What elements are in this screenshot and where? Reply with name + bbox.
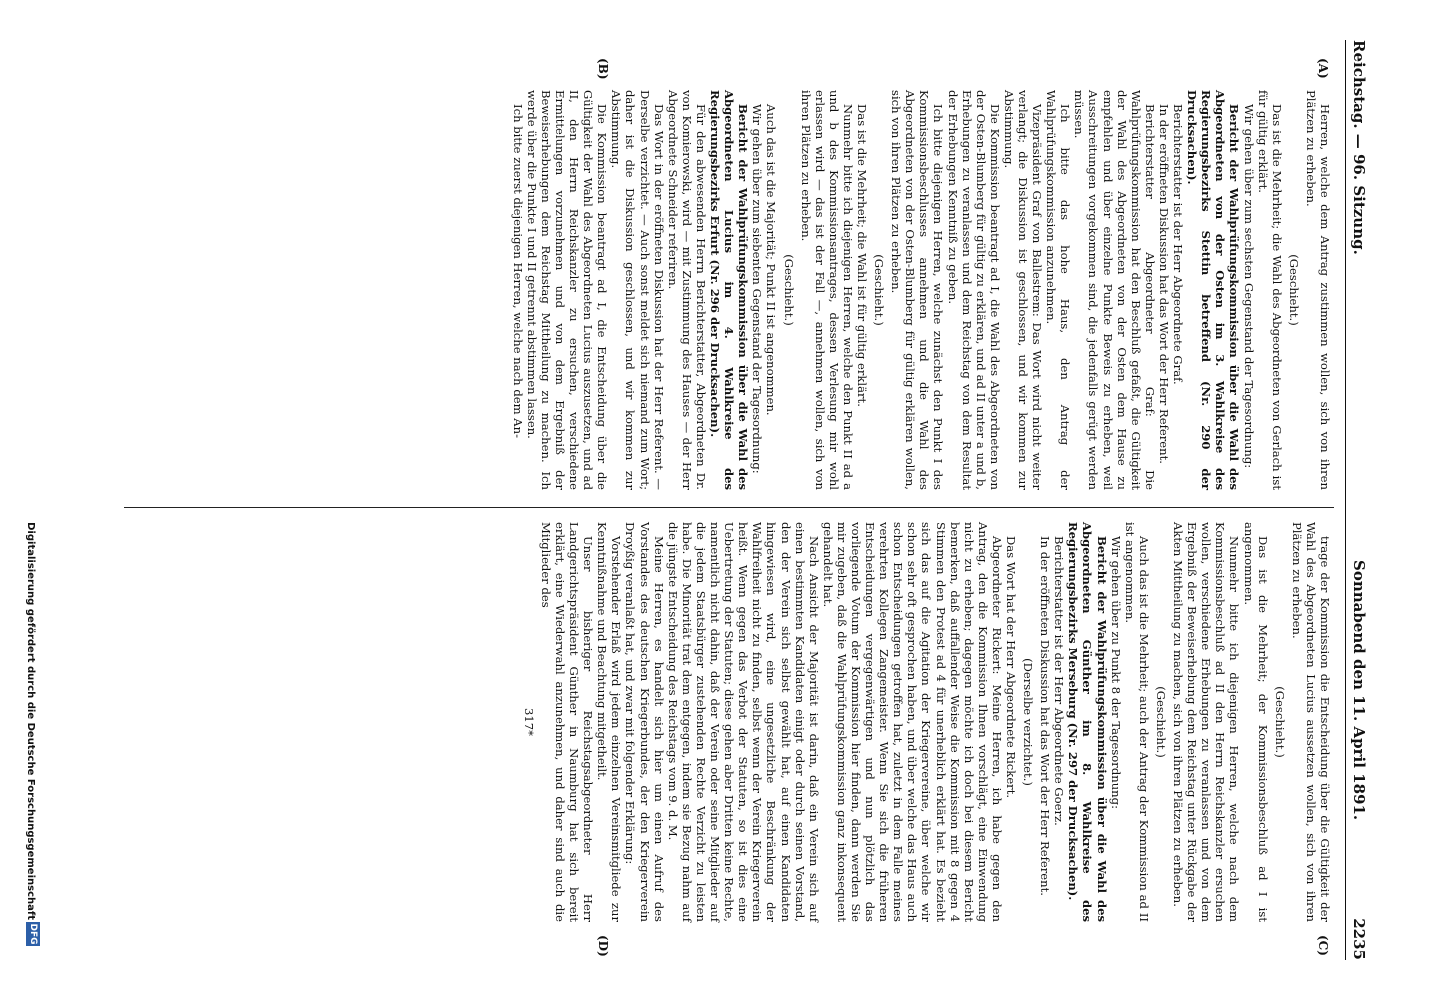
column-divider [124,507,1334,508]
paragraph: Ich bitte das hohe Haus, den Antrag der Wahlprüfungskommission anzunehmen. [1044,90,1073,490]
paragraph: Meine Herren, es handelt sich hier um einen Aufruf des Vorstandes des deutschen Kriegerbundes, der den Kriegerverein Droyßig veranlaßt hat, und zwar mit folgender Erklärung: [623,522,666,922]
header-page-number: 2235 [1350,918,1368,960]
paragraph: Auch das ist die Majorität; Punkt II ist angenommen. [764,104,779,416]
margin-marker-b: (B) [596,58,610,80]
stage-direction: 317* [521,708,536,736]
paragraph: Für den abwesenden Herrn Berichterstatter, Abgeordneten Dr. von Komierowski, wird — mit Zustimmung des Hauses — der Herr Abgeordnete Schneider referiren. [665,90,708,490]
paragraph: trage der Kommission die Entscheidung über die Gültigkeit der Wahl des Abgeordneten Lucius aussetzen wollen, sich von ihren Plätzen zu erheben. [1289,522,1332,922]
paragraph: Abgeordneter Rickert: Meine Herren, ich habe gegen den Antrag, den die Kommission Ihnen vorschlägt, eine Einwendung nicht zu erheben; dagegen möchte ich doch bei diesem Bericht bemerken, daß auffallender Weise die Kommission mit 8 gegen 4 Stimmen den Protest ad 4 für unerheblich erklärt hat. Es bezieht sich das auf die Agitation der Kriegervereine, über welche wir schon sehr oft gesprochen haben, und über welche das Haus auch schon Entscheidungen getroffen hat, zuletzt in dem Falle meines verehrten Kollegen Zangemeister. Wenn Sie sich die früheren Entscheidungen vergegenwärtigen und nun plötzlich das vorliegende Votum der Kommission hier finden, dann werden Sie mir zugeben, daß die Wahlprüfungskommission ganz inkonsequent gehandelt hat. [820,522,1004,922]
header-date: Sonnabend den 11. April 1891. [1350,560,1368,821]
paragraph: Herren, welche dem Antrag zustimmen wollen, sich von ihren Plätzen zu erheben. [1303,90,1332,490]
digitization-note: Digitalisierung gefördert durch die Deutsche Forschungsgemeinschaft [25,522,36,920]
stage-direction: (Geschieht.) [1272,686,1287,758]
paragraph: Das ist die Mehrheit; die Wahl ist für gültig erklärt. [855,104,869,407]
stage-direction: (Geschieht.) [872,254,887,326]
paragraph: Ich bitte diejenigen Herren, welche zunächst den Punkt I des Kommissionsbeschlusses annehmen und die Wahl des Abgeordneten von der Osten-Blumberg für gültig erklären wollen, sich von ihren Plätzen zu erheben. [889,90,946,490]
paragraph: Die Kommission beantragt ad I, die Entscheidung über die Gültigkeit der Wahl des Abgeordneten Lucius auszusetzen, und ad II, den Herrn Reichskanzler zu ersuchen, verschiedene Ermittelungen vorzunehmen und von dem Ergebniß der Beweiserhebungen dem Reichstag Mittheilung zu machen. Ich werde über die Punkte I und II getrennt abstimmen lassen. [524,90,610,490]
page-footer [16,30,40,950]
paragraph: Wir gehen über zum siebenten Gegenstand der Tagesordnung: [750,104,765,474]
stage-direction: (Derselbe verzichtet.) [1021,658,1036,786]
paragraph: In der eröffneten Diskussion hat das Wort der Herr Referent. [1038,536,1053,896]
paragraph: In der eröffneten Diskussion hat das Wort der Herr Referent. [1156,104,1171,464]
paragraph: Unser bisheriger Reichstagsabgeordneter Herr Landgerichtspräsident Günther in Naumburg hat sich bereit erklärt, eine Wiederwahl anzunehmen, und daher sind auch die Mitglieder des [538,522,596,922]
stage-direction: (Geschieht.) [781,254,796,326]
agenda-item-title: Bericht der Wahlprüfungskommission über die Wahl des Abgeordneten Lucius im 4. Wahlkreise des Regierungsbezirks Erfurt (Nr. 296 der Drucksachen). [708,90,751,490]
left-text-column [511,90,1332,490]
paragraph: Wir gehen über zu Punkt 8 der Tagesordnung: [1108,536,1123,809]
paragraph: Auch das ist die Mehrheit; auch der Antrag der Kommission ad II ist angenommen. [1122,522,1151,922]
paragraph: Die Kommission beantragt ad I, die Wahl des Abgeordneten von der Osten-Blumberg für gültig zu erklären, und ad II unter a und b, Erhebungen zu veranlassen und dem Reichstag von dem Resultat der Erhebungen Kenntniß zu geben. [945,90,1002,490]
paragraph: Wir gehen über zum sechsten Gegenstand der Tagesordnung: [1241,104,1256,469]
paragraph: Berichterstatter ist der Herr Abgeordnete Graf. [1171,104,1186,385]
paragraph: Vorstehender Erlaß wird jedem einzelnen Vereinsmitgliede zur Kenntnißnahme und Beachtung mitgetheilt. [595,522,624,922]
paragraph: Das ist die Mehrheit; der Kommissionsbeschluß ad I ist angenommen. [1241,522,1270,922]
dfg-logo: DFG [28,923,38,945]
stage-direction: (Geschieht.) [1286,254,1301,326]
margin-marker-c: (C) [1316,935,1330,956]
paragraph: Vizepräsident Graf von Ballestrem: Das Wort wird nicht weiter verlangt; die Diskussion ist geschlossen, und wir kommen zur Abstimmung. [1001,90,1045,490]
paragraph: Das Wort in der eröffneten Diskussion hat der Herr Referent. — Derselbe verzichtet. — Auch sonst meldet sich niemand zum Wort; daher ist die Diskussion geschlossen, und wir kommen zur Abstimmung. [609,90,666,490]
paragraph: Nunmehr bitte ich diejenigen Herren, welche nach dem Kommissionsbeschluß ad II den Herrn Reichskanzler ersuchen wollen, verschiedene Erhebungen zu veranlassen und von dem Ergebniß der Beweiserhebung dem Reichstag unter Rückgabe der Akten Mittheilung zu machen, sich von ihren Plätzen zu erheben. [1171,522,1242,922]
page-header [1345,40,1372,960]
header-chamber: Reichstag. — 96. Sitzung. [1350,40,1368,255]
paragraph: Nunmehr bitte ich diejenigen Herren, welche den Punkt II ad a und b des Kommissionsantrages, dessen Verlesung mir wohl erlassen wird — das ist der Fall —, annehmen wollen, sich von ihren Plätzen zu erheben. [798,90,855,490]
margin-marker-a: (A) [1316,58,1330,79]
agenda-item-title: Bericht der Wahlprüfungskommission über die Wahl des Abgeordneten von der Osten im 3. Wahlkreise des Regierungsbezirks Stettin betreffend (Nr. 290 der Drucksachen). [1185,90,1242,490]
paragraph: Berichterstatter Abgeordneter Graf: Die Wahlprüfungskommission hat den Beschluß gefaßt, die Gültigkeit der Wahl des Abgeordneten von der Osten dem Hause zu empfehlen und über einzelne Punkte Beweis zu erheben, weil Ausschreitungen vorgekommen sind, die jedenfalls gerügt werden müssen. [1072,90,1157,490]
paragraph: Das Wort hat der Herr Abgeordnete Rickert. [1004,536,1019,799]
agenda-item-title: Bericht der Wahlprüfungskommission über die Wahl des Abgeordneten Günther im 8. Wahlkreise des Regierungsbezirks Merseburg (Nr. 297 der Drucksachen). [1066,522,1109,922]
paragraph: Das ist die Mehrheit; die Wahl des Abgeordneten von Gerlach ist für gültig erklärt. [1255,90,1284,490]
paragraph: Ich bitte zuerst diejenigen Herren, welche nach dem An- [510,104,525,439]
margin-marker-d: (D) [596,935,610,957]
right-text-column [519,522,1332,922]
paragraph: Nach Ansicht der Majorität ist darin, daß ein Verein sich auf einen bestimmten Kandidaten einigt oder durch seinen Vorstand, den der Verein sich selbst gewählt hat, auf einen Kandidaten hingewiesen wird, eine ungesetzliche Beschränkung der Wahlfreiheit nicht zu finden, selbst wenn der Verein Kriegerverein heißt. Wenn gegen das Verbot der Statuten, so ist dies eine Uebertretung der Statuten; diese gehen aber Dritten keine Rechte, namentlich nicht dahin, daß der Verein oder seine Mitglieder auf die jedem Staatsbürger zustehenden Rechte Verzicht zu leisten habe. Die Minorität trat dem entgegen, indem sie Bezug nahm auf die jüngste Entscheidung des Reichstags vom 9. d. M. [665,522,821,922]
paragraph: Berichterstatter ist der Herr Abgeordnete Goerz. [1052,536,1067,826]
stage-direction: (Geschieht.) [1153,686,1168,758]
